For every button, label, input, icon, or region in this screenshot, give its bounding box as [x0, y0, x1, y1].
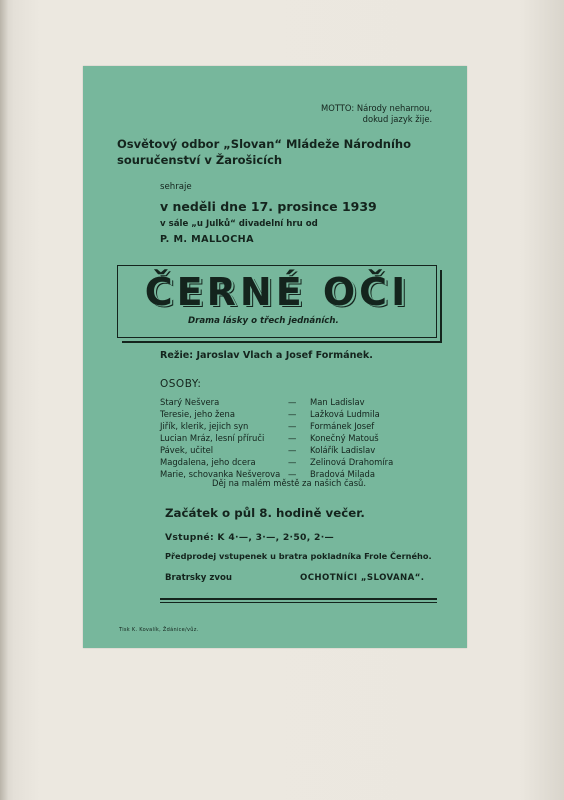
cast-dash: —: [288, 469, 297, 479]
performs-label: sehraje: [160, 182, 192, 192]
cast-dash: —: [288, 421, 297, 431]
play-subtitle: Drama lásky o třech jednáních.: [188, 316, 339, 326]
setting: Děj na malém městě za našich časů.: [212, 478, 367, 488]
cast-role: Marie, schovanka Nešverova: [160, 469, 281, 479]
direction: Režie: Jaroslav Vlach a Josef Formánek.: [160, 350, 373, 361]
invitation: Bratrsky zvou: [165, 573, 232, 583]
organizer-line-1: Osvětový odbor „Slovan“ Mládeže Národního: [117, 137, 412, 151]
cast-actor: Zelinová Drahomíra: [310, 457, 394, 467]
title-box: [117, 265, 437, 338]
printer-imprint: Tisk K. Kovalík, Ždánice/vůz.: [119, 627, 199, 633]
binding-edge: [0, 0, 8, 800]
play-title: ČERNÉ OČI: [144, 270, 410, 314]
cast-dash: —: [288, 397, 297, 407]
theatre-poster: [83, 66, 467, 648]
cast-dash: —: [288, 457, 297, 467]
motto-line-2: dokud jazyk žije.: [362, 114, 433, 124]
cast-dash: —: [288, 445, 297, 455]
cast-actor: Formánek Josef: [310, 421, 375, 431]
cast-actor: Konečný Matouš: [310, 433, 379, 443]
divider-thick: [160, 598, 437, 600]
organizer-line-2: souručenství v Žarošicích: [117, 153, 283, 167]
cast-dash: —: [288, 409, 297, 419]
cast-role: Pávek, učitel: [160, 445, 214, 455]
venue: v sále „u Julků“ divadelní hru od: [160, 219, 318, 229]
motto: [321, 103, 432, 125]
cast-role: Teresie, jeho žena: [160, 409, 235, 419]
start-time: Začátek o půl 8. hodině večer.: [165, 506, 365, 520]
cast-role: Lucian Mráz, lesní příruči: [160, 433, 265, 443]
cast-actor: Kolářík Ladislav: [310, 445, 376, 455]
cast-actor: Man Ladislav: [310, 397, 365, 407]
performance-date: v neděli dne 17. prosince 1939: [160, 199, 377, 214]
author: P. M. MALLOCHA: [160, 234, 254, 245]
presenters: OCHOTNÍCI „SLOVANA“.: [300, 573, 425, 583]
cast-dash: —: [288, 433, 297, 443]
motto-line-1: MOTTO: Národy neharnou,: [321, 103, 433, 113]
cast-actor: Bradová Milada: [310, 469, 375, 479]
cast-role: Magdalena, jeho dcera: [160, 457, 256, 467]
cast-role: Starý Nešvera: [160, 397, 220, 407]
presale-note: Předprodej vstupenek u bratra pokladníka Frole Černého.: [165, 551, 432, 561]
admission-prices: Vstupné: K 4·—, 3·—, 2·50, 2·—: [165, 532, 334, 543]
organizer: [117, 136, 411, 168]
cast-actor: Lažková Ludmila: [310, 409, 380, 419]
divider-thin: [160, 602, 437, 603]
cast-heading: OSOBY:: [160, 378, 202, 390]
cast-role: Jiřík, klerik, jejich syn: [160, 421, 249, 431]
